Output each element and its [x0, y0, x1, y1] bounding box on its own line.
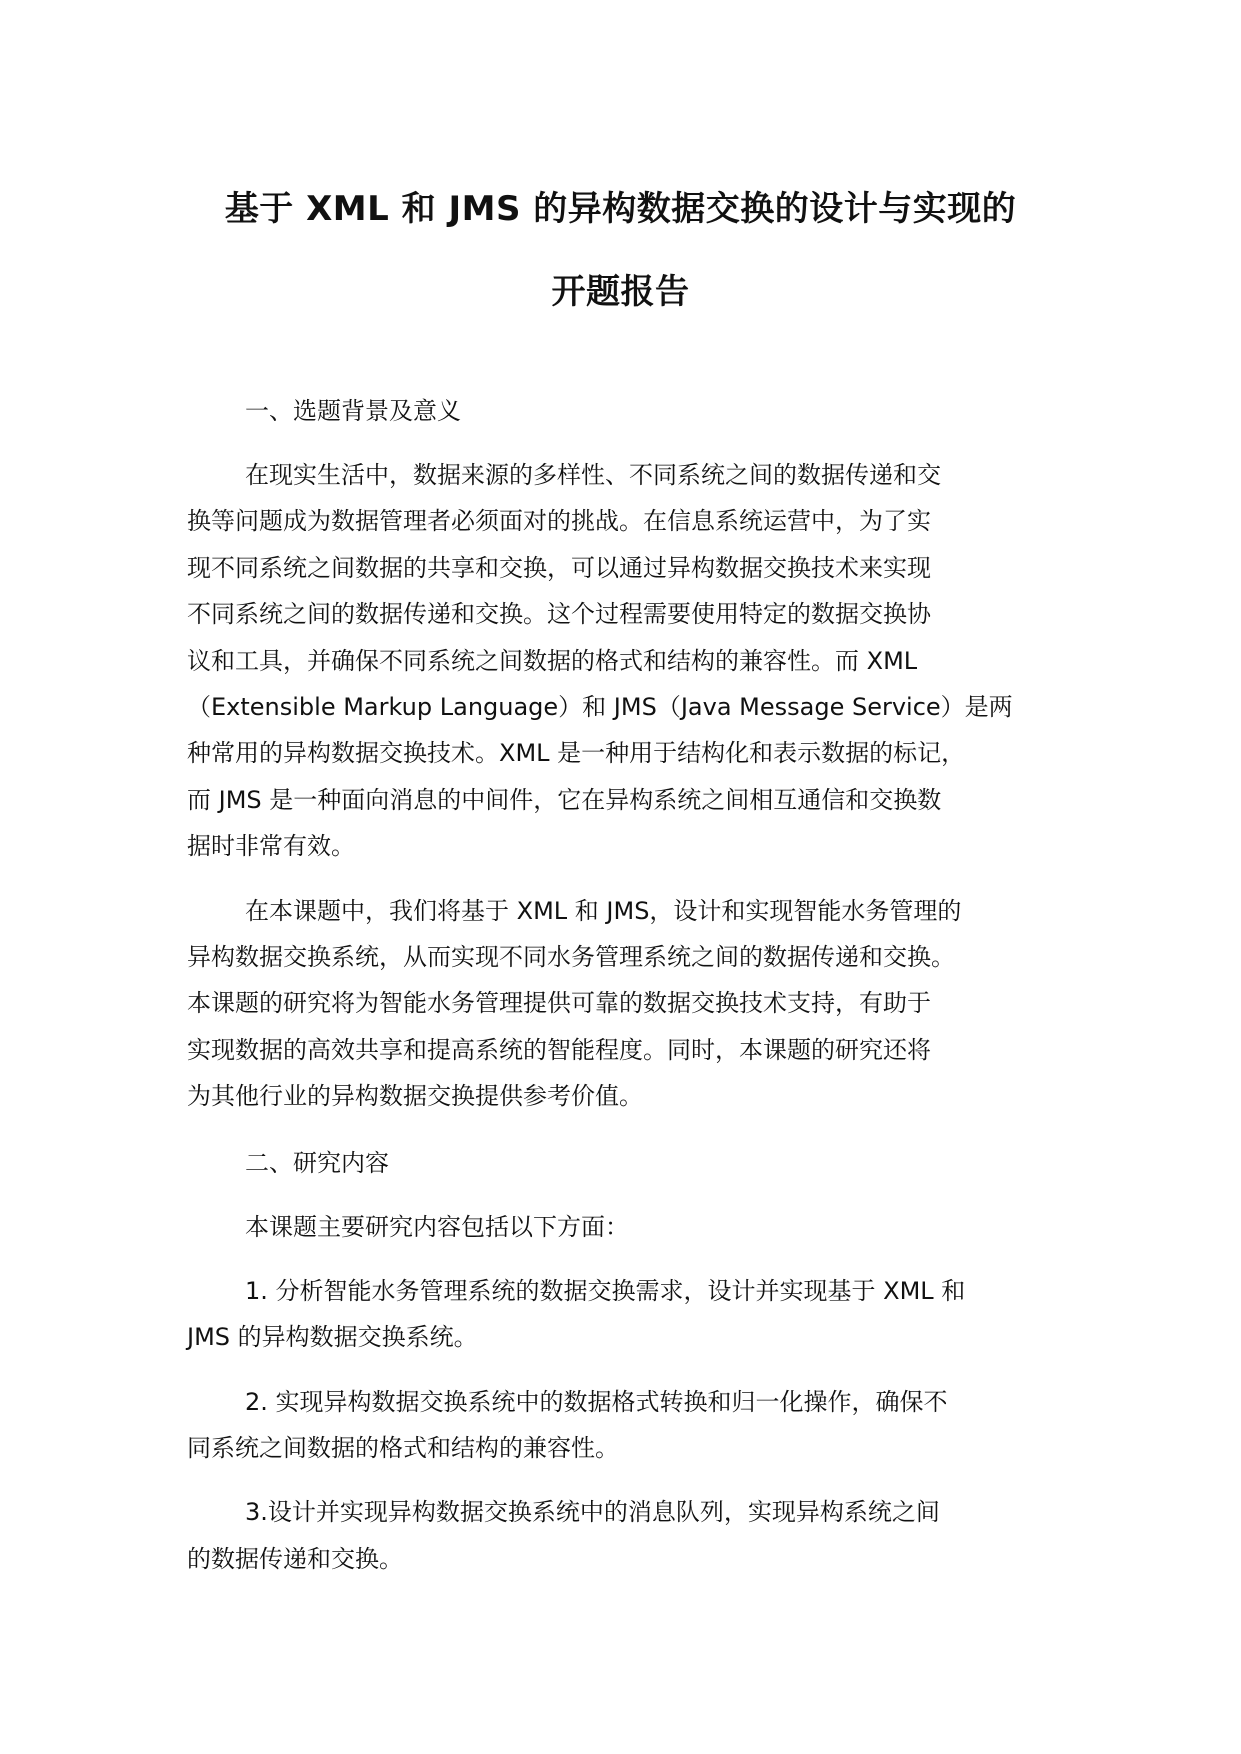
research-item-1 — [187, 1268, 1087, 1361]
section1-heading: 一、选题背景及意义 — [245, 397, 461, 425]
paragraph-line: 种常用的异构数据交换技术。XML 是一种用于结构化和表示数据的标记， — [187, 739, 966, 768]
research-item-3 — [187, 1489, 1087, 1582]
paragraph-line: 异构数据交换系统，从而实现不同水务管理系统之间的数据传递和交换。 — [187, 943, 955, 972]
paragraph-line: 1. 分析智能水务管理系统的数据交换需求，设计并实现基于 XML 和 — [245, 1276, 966, 1305]
paragraph-significance — [187, 888, 1087, 1120]
research-intro: 本课题主要研究内容包括以下方面： — [245, 1212, 629, 1241]
paragraph-line: （Extensible Markup Language）和 JMS（Java Message Service）是两 — [187, 693, 1013, 722]
paragraph-line: 在本课题中，我们将基于 XML 和 JMS，设计和实现智能水务管理的 — [245, 896, 962, 925]
paragraph-line: 议和工具，并确保不同系统之间数据的格式和结构的兼容性。而 XML — [187, 646, 918, 675]
paragraph-line: 据时非常有效。 — [187, 832, 355, 861]
paragraph-line: 现不同系统之间数据的共享和交换，可以通过异构数据交换技术来实现 — [187, 553, 931, 582]
section2-heading: 二、研究内容 — [245, 1148, 389, 1177]
document-title-line1: 基于 XML 和 JMS 的异构数据交换的设计与实现的 — [224, 189, 1017, 229]
paragraph-background — [187, 452, 1087, 870]
paragraph-line: 2. 实现异构数据交换系统中的数据格式转换和归一化操作，确保不 — [245, 1387, 948, 1416]
paragraph-line: 本课题的研究将为智能水务管理提供可靠的数据交换技术支持，有助于 — [187, 989, 931, 1018]
paragraph-line: JMS 的异构数据交换系统。 — [187, 1323, 478, 1352]
research-item-2 — [187, 1379, 1087, 1472]
document-title-line2: 开题报告 — [551, 272, 690, 312]
paragraph-line: 3.设计并实现异构数据交换系统中的消息队列，实现异构系统之间 — [245, 1498, 940, 1527]
document-body — [187, 388, 1087, 1582]
paragraph-line: 为其他行业的异构数据交换提供参考价值。 — [187, 1082, 643, 1111]
paragraph-line: 的数据传递和交换。 — [187, 1544, 403, 1573]
paragraph-line: 同系统之间数据的格式和结构的兼容性。 — [187, 1433, 619, 1462]
paragraph-line: 实现数据的高效共享和提高系统的智能程度。同时，本课题的研究还将 — [187, 1035, 931, 1064]
paragraph-line: 不同系统之间的数据传递和交换。这个过程需要使用特定的数据交换协 — [187, 600, 931, 629]
paragraph-line: 在现实生活中，数据来源的多样性、不同系统之间的数据传递和交 — [245, 461, 941, 489]
paragraph-line: 换等问题成为数据管理者必须面对的挑战。在信息系统运营中，为了实 — [187, 507, 931, 536]
paragraph-line: 而 JMS 是一种面向消息的中间件，它在异构系统之间相互通信和交换数 — [187, 785, 942, 814]
